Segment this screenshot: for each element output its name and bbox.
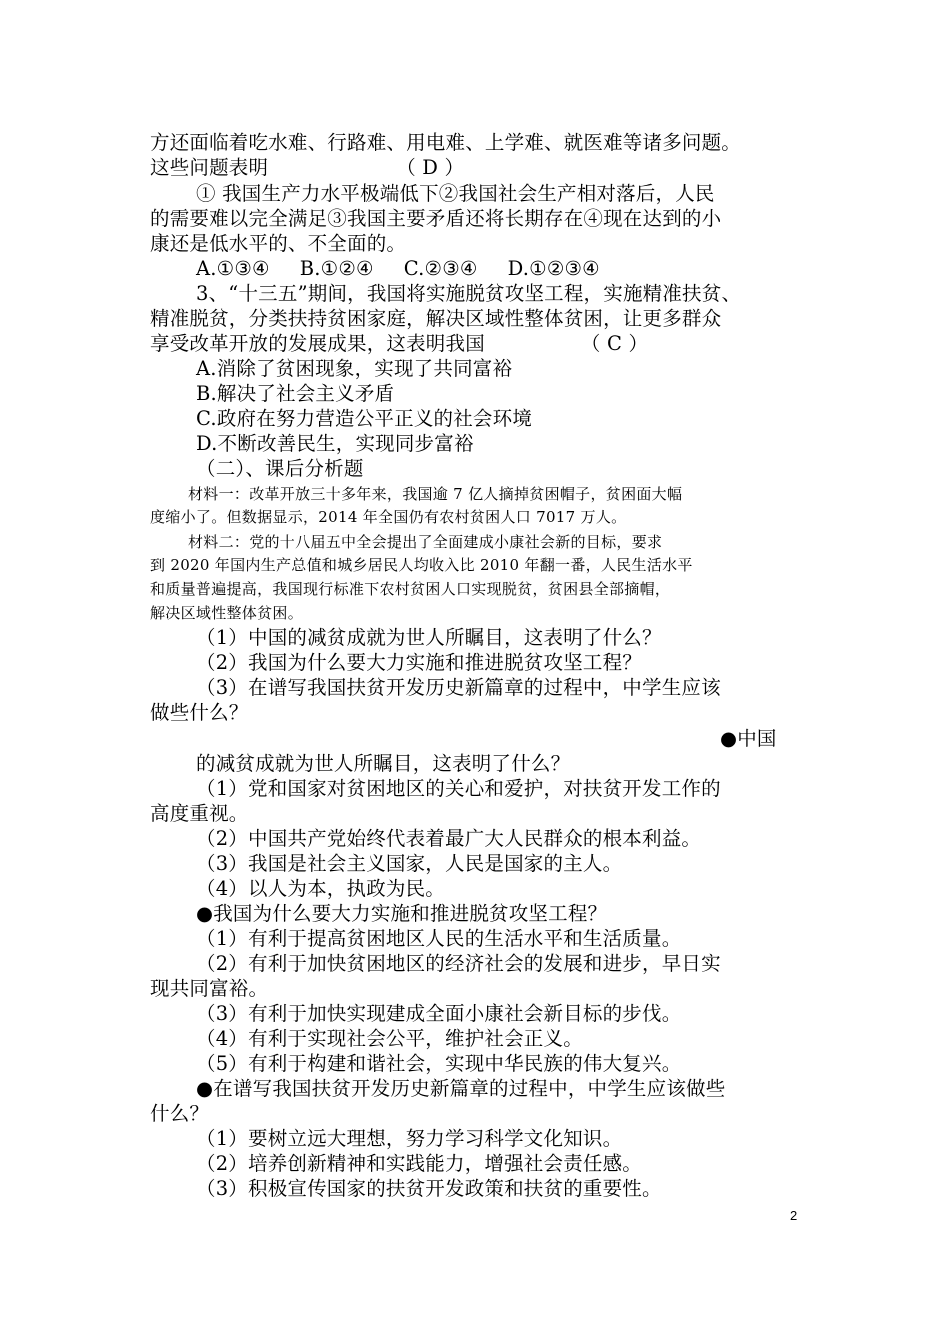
q3-choice-c: C.政府在努力营造公平正义的社会环境 [196, 407, 533, 430]
q3-choice-d: D.不断改善民生，实现同步富裕 [196, 432, 474, 455]
answer-2-point-5: （5）有利于构建和谐社会，实现中华民族的伟大复兴。 [196, 1052, 682, 1075]
material-2-line-2: 到 2020 年国内生产总值和城乡居民人均收入比 2010 年翻一番，人民生活水平 [150, 556, 693, 574]
q2-choice-b: B.①②④ [299, 257, 374, 280]
answer-3-point-1: （1）要树立远大理想，努力学习科学文化知识。 [196, 1127, 623, 1150]
answer-3-heading-line-2: 什么？ [150, 1102, 210, 1125]
analysis-question-1: （1）中国的减贫成就为世人所瞩目，这表明了什么？ [196, 626, 662, 649]
analysis-question-3-line-2: 做些什么？ [150, 701, 249, 724]
q2-options-line-1: ① 我国生产力水平极端低下②我国社会生产相对落后，人民 [196, 182, 715, 205]
section-heading: （二）、课后分析题 [196, 457, 364, 480]
q2-stem-text: 这些问题表明 [150, 156, 269, 179]
answer-1-point-3: （3）我国是社会主义国家，人民是国家的主人。 [196, 852, 623, 875]
q3-stem-text: 享受改革开放的发展成果，这表明我国 [150, 332, 485, 355]
q2-stem-line-2 [150, 155, 464, 181]
answer-2-point-2-line-2: 现共同富裕。 [150, 977, 269, 1000]
answer-1-point-2: （2）中国共产党始终代表着最广大人民群众的根本利益。 [196, 827, 702, 850]
q2-choice-c: C.②③④ [403, 257, 478, 280]
answer-1-point-1-line-1: （1）党和国家对贫困地区的关心和爱护，对扶贫开发工作的 [196, 777, 721, 800]
material-1-line-1: 材料一：改革开放三十多年来，我国逾 7 亿人摘掉贫困帽子，贫困面大幅 [188, 485, 683, 503]
answer-1-heading-line-2: 的减贫成就为世人所瞩目，这表明了什么？ [196, 752, 571, 775]
q3-stem-line-3 [150, 331, 648, 357]
answer-2-heading: ●我国为什么要大力实施和推进脱贫攻坚工程？ [196, 902, 608, 925]
material-1-line-2: 度缩小了。但数据显示，2014 年全国仍有农村贫困人口 7017 万人。 [150, 508, 627, 526]
material-2-line-1: 材料二：党的十八届五中全会提出了全面建成小康社会新的目标，要求 [188, 533, 663, 551]
answer-2-point-1: （1）有利于提高贫困地区人民的生活水平和生活质量。 [196, 927, 682, 950]
q2-choices [196, 256, 600, 282]
q3-answer: （ C ） [580, 332, 649, 355]
q2-choice-d: D.①②③④ [507, 257, 600, 280]
q3-stem-line-2: 精准脱贫，分类扶持贫困家庭，解决区域性整体贫困，让更多群众 [150, 307, 722, 330]
q2-options-line-3: 康还是低水平的、不全面的。 [150, 232, 407, 255]
answer-2-point-2-line-1: （2）有利于加快贫困地区的经济社会的发展和进步，早日实 [196, 952, 721, 975]
analysis-question-2: （2）我国为什么要大力实施和推进脱贫攻坚工程？ [196, 651, 643, 674]
q2-options-line-2: 的需要难以完全满足③我国主要矛盾还将长期存在④现在达到的小 [150, 207, 722, 230]
answer-1-heading-line-1: ●中国 [720, 727, 777, 750]
analysis-question-3-line-1: （3）在谱写我国扶贫开发历史新篇章的过程中，中学生应该 [196, 676, 721, 699]
answer-3-heading-line-1: ●在谱写我国扶贫开发历史新篇章的过程中，中学生应该做些 [196, 1077, 726, 1100]
answer-2-point-4: （4）有利于实现社会公平，维护社会正义。 [196, 1027, 583, 1050]
answer-3-point-2: （2）培养创新精神和实践能力，增强社会责任感。 [196, 1152, 643, 1175]
q3-stem-line-1: 3、“十三五”期间，我国将实施脱贫攻坚工程，实施精准扶贫、 [196, 282, 742, 305]
q3-choice-b: B.解决了社会主义矛盾 [196, 382, 395, 405]
q2-stem-line-1: 方还面临着吃水难、行路难、用电难、上学难、就医难等诸多问题。 [150, 131, 742, 154]
material-2-line-3: 和质量普遍提高，我国现行标准下农村贫困人口实现脱贫，贫困县全部摘帽， [150, 580, 671, 598]
q2-choice-a: A.①③④ [196, 257, 270, 280]
q3-choice-a: A.消除了贫困现象，实现了共同富裕 [196, 357, 513, 380]
answer-3-point-3: （3）积极宣传国家的扶贫开发政策和扶贫的重要性。 [196, 1177, 662, 1200]
page-number: 2 [790, 1208, 798, 1223]
answer-2-point-3: （3）有利于加快实现建成全面小康社会新目标的步伐。 [196, 1002, 682, 1025]
answer-1-point-4: （4）以人为本，执政为民。 [196, 877, 446, 900]
material-2-line-4: 解决区域性整体贫困。 [150, 604, 304, 622]
q2-answer: （ D ） [396, 156, 465, 179]
answer-1-point-1-line-2: 高度重视。 [150, 802, 249, 825]
